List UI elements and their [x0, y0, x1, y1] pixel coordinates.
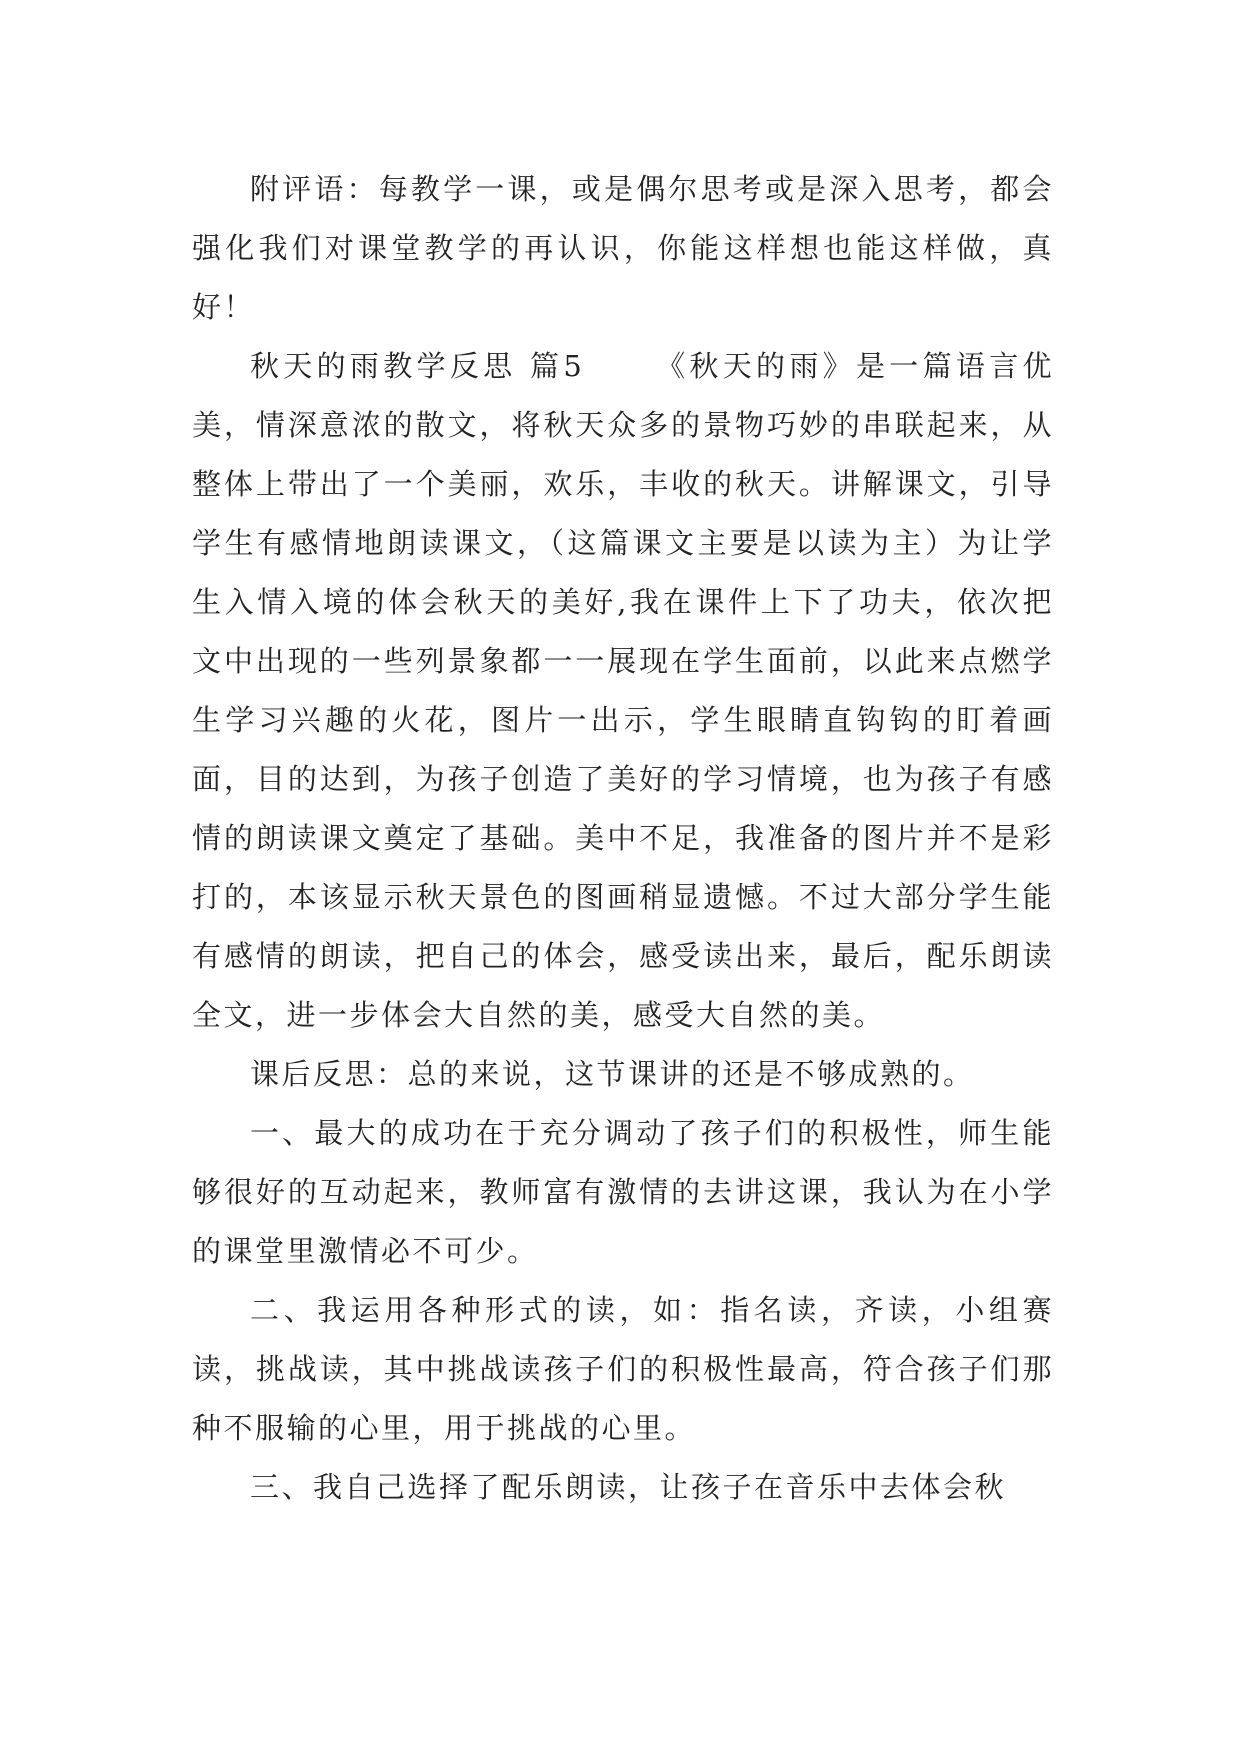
comment-text: 附评语：每教学一课，或是偶尔思考或是深入思考，都会强化我们对课堂教学的再认识，你能这样想也能这样做，真好！: [192, 172, 1054, 324]
point-3-text: 三、我自己选择了配乐朗读，让孩子在音乐中去体会秋: [250, 1470, 1007, 1504]
comment-paragraph: [192, 160, 1054, 337]
point-1-paragraph: [192, 1104, 1054, 1281]
document-body: [192, 160, 1054, 1517]
reflection-intro-text: 课后反思：总的来说，这节课讲的还是不够成熟的。: [250, 1057, 975, 1091]
reflection-intro-paragraph: [192, 1045, 1054, 1104]
point-2-text: 二、我运用各种形式的读，如：指名读，齐读，小组赛读，挑战读，其中挑战读孩子们的积极性最高，符合孩子们那种不服输的心里，用于挑战的心里。: [192, 1293, 1054, 1445]
point-1-text: 一、最大的成功在于充分调动了孩子们的积极性，师生能够很好的互动起来，教师富有激情的去讲这课，我认为在小学的课堂里激情必不可少。: [192, 1116, 1054, 1268]
article-heading: 秋天的雨教学反思 篇5: [250, 349, 585, 383]
point-2-paragraph: [192, 1281, 1054, 1458]
article-text: 《秋天的雨》是一篇语言优美，情深意浓的散文，将秋天众多的景物巧妙的串联起来，从整体上带出了一个美丽，欢乐，丰收的秋天。讲解课文，引导学生有感情地朗读课文，（这篇课文主要是以读为主）为让学生入情入境的体会秋天的美好,我在课件上下了功夫，依次把文中出现的一些列景象都一一展现在学生面前，以此来点燃学生学习兴趣的火花，图片一出示，学生眼睛直钩钩的盯着画面，目的达到，为孩子创造了美好的学习情境，也为孩子有感情的朗读课文奠定了基础。美中不足，我准备的图片并不是彩打的，本该显示秋天景色的图画稍显遗憾。不过大部分学生能有感情的朗读，把自己的体会，感受读出来，最后，配乐朗读全文，进一步体会大自然的美，感受大自然的美。: [192, 349, 1054, 1032]
point-3-paragraph: [192, 1458, 1054, 1517]
article-paragraph: [192, 337, 1054, 1045]
